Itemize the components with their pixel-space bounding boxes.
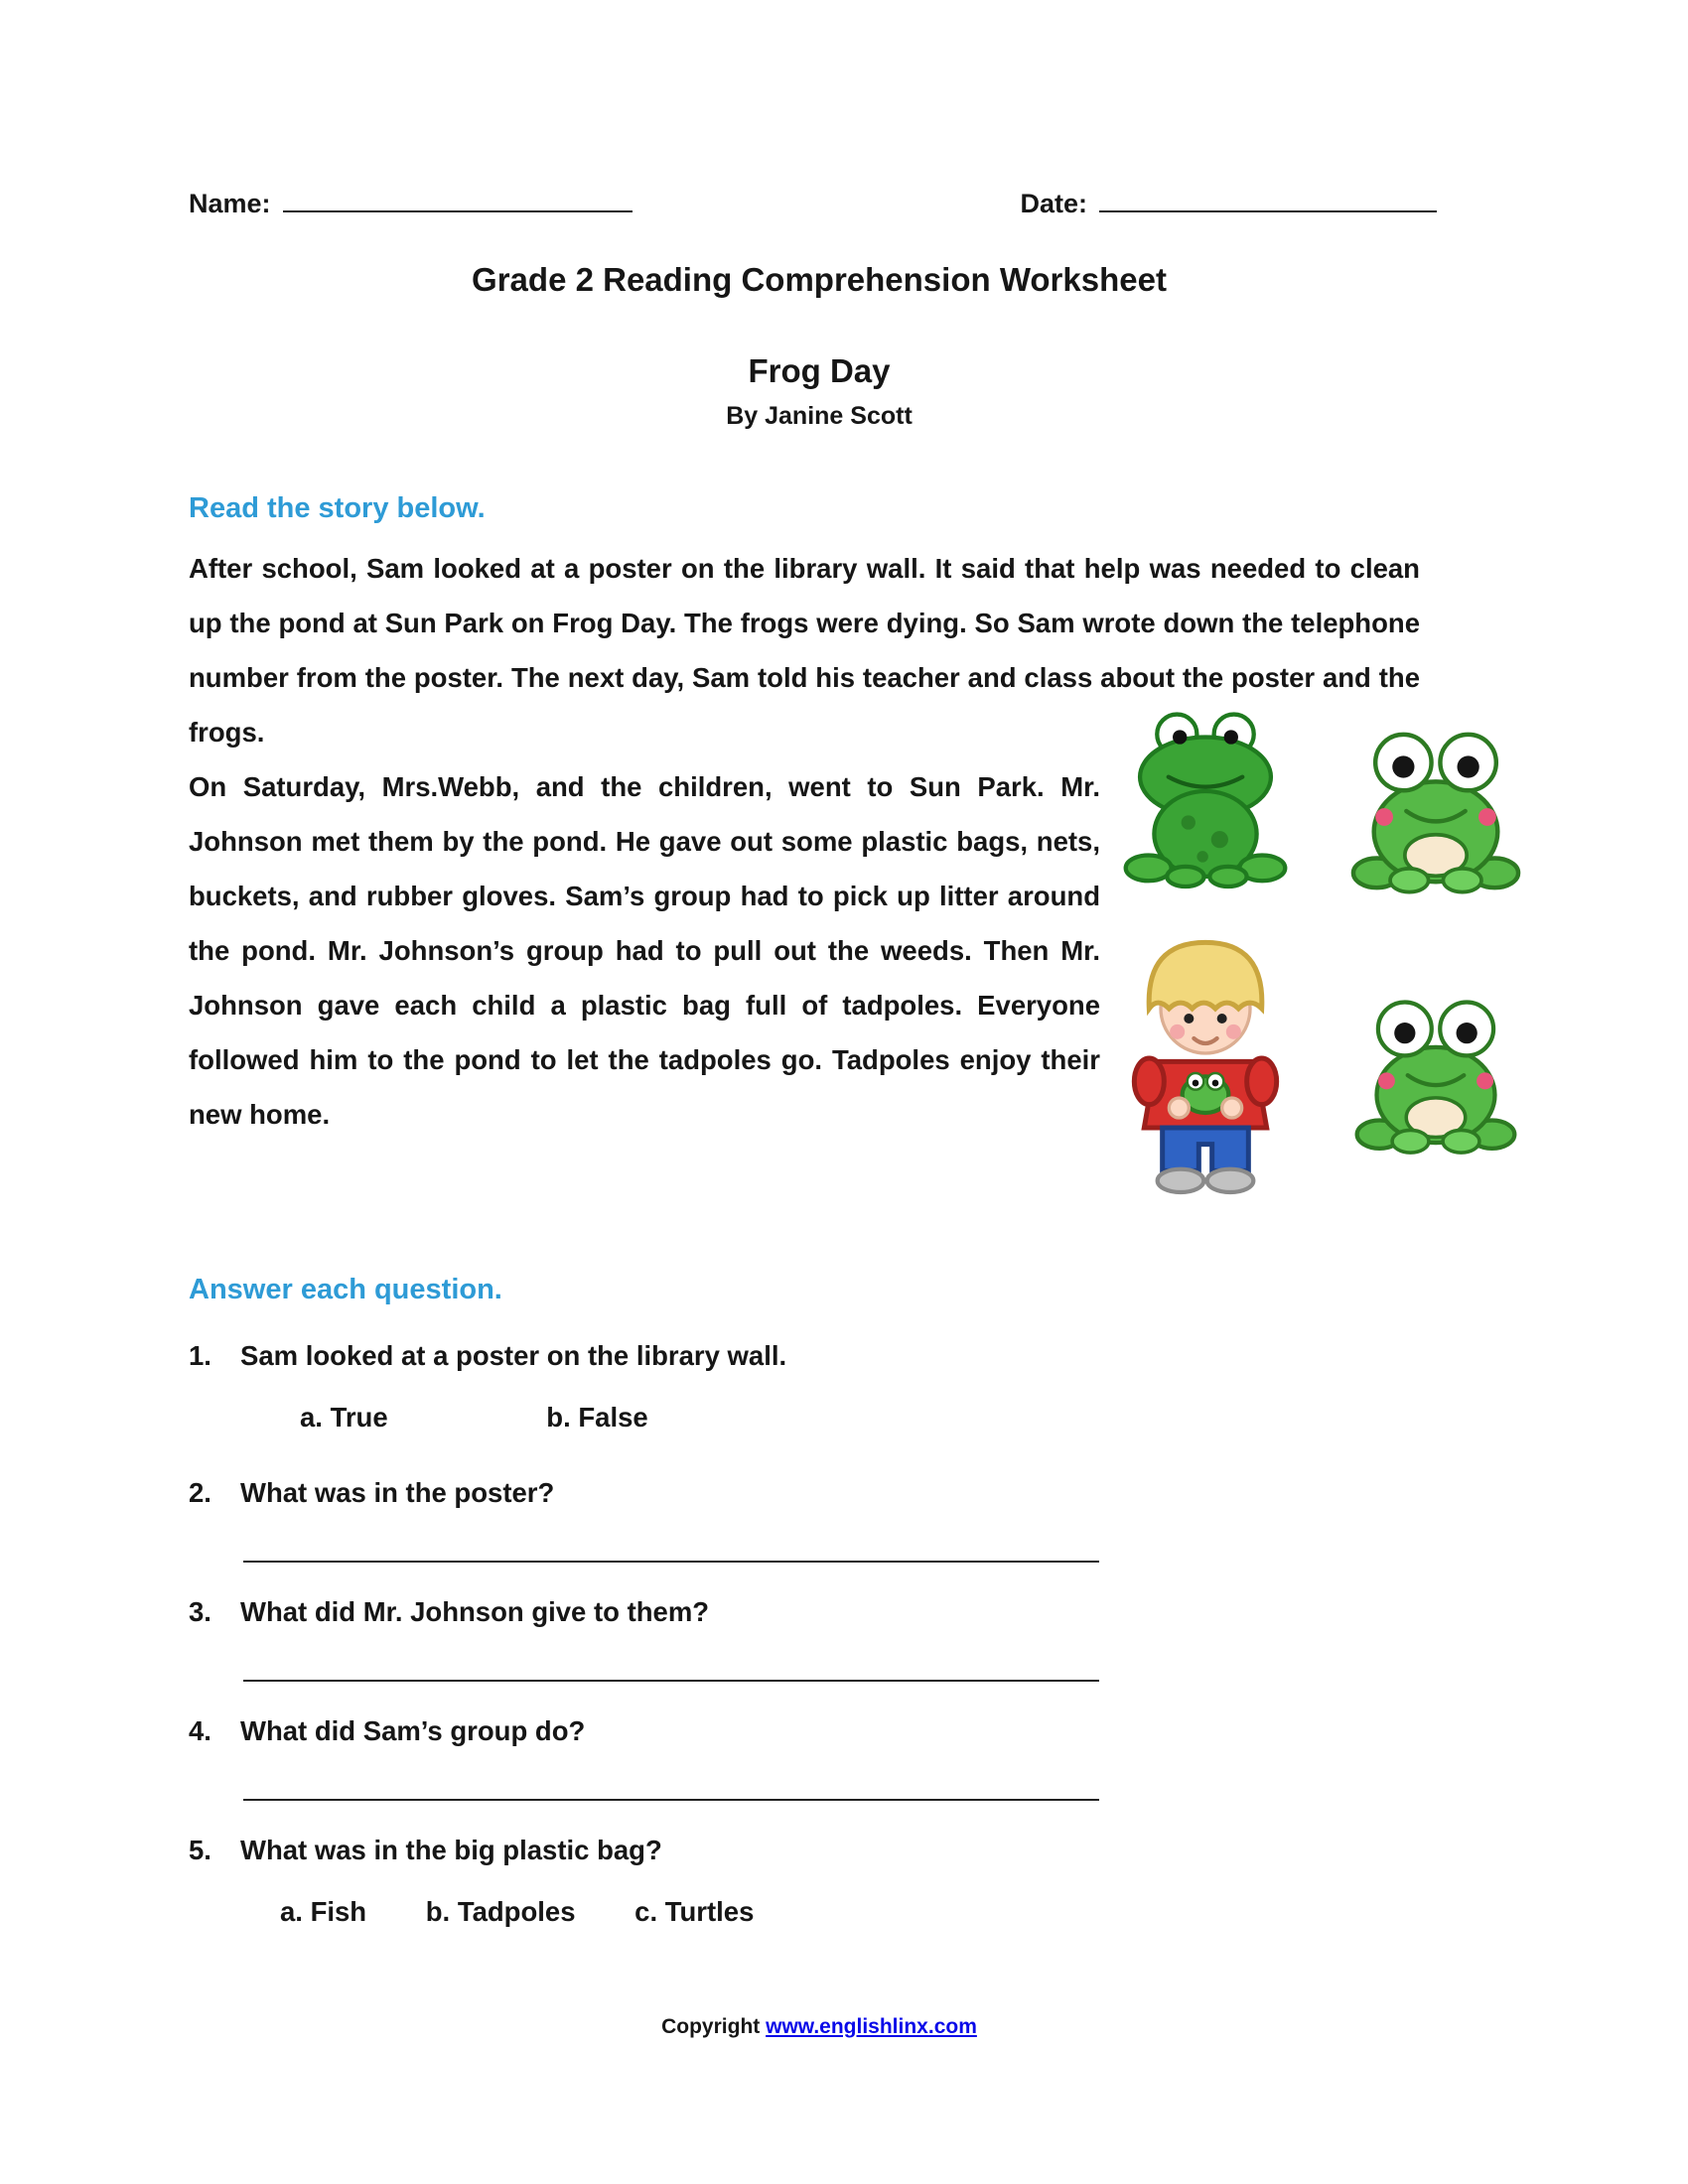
story-paragraph-1: After school, Sam looked at a poster on the library wall. It said that help was needed to clean up the pond at Sun Park on Frog Day. The frogs were dying. So Sam wrote down the telephone number from the poster. The next day, Sam told his teacher and class about the poster and the frogs. (189, 553, 1420, 748)
question-3-number: 3. (189, 1596, 211, 1627)
date-block (1020, 185, 1437, 219)
clipart-grid (1106, 708, 1539, 1210)
question-5-text: What was in the big plastic bag? (240, 1835, 662, 1865)
question-2 (189, 1467, 1539, 1519)
date-blank-line (1099, 185, 1437, 212)
copyright-label: Copyright (661, 2015, 767, 2038)
question-1-number: 1. (189, 1340, 211, 1371)
question-5-option-b: b. Tadpoles (425, 1896, 576, 1927)
name-label: Name: (189, 189, 271, 218)
boy-holding-frog-clipart (1106, 916, 1305, 1210)
question-1-text: Sam looked at a poster on the library wall. (240, 1340, 787, 1371)
story-title: Frog Day (748, 352, 891, 389)
question-5-number: 5. (189, 1835, 211, 1865)
question-4 (189, 1706, 1539, 1757)
read-story-heading: Read the story below. (189, 492, 486, 524)
question-1 (189, 1330, 1539, 1382)
question-2-text: What was in the poster? (240, 1477, 555, 1508)
question-5-option-c: c. Turtles (634, 1896, 755, 1927)
byline: By Janine Scott (726, 402, 913, 430)
question-3-text: What did Mr. Johnson give to them? (240, 1596, 710, 1627)
question-2-number: 2. (189, 1477, 211, 1508)
question-1-options (189, 1392, 1539, 1443)
cartoon-frog-2-clipart (1351, 916, 1520, 1200)
cartoon-frog-clipart (1347, 708, 1524, 904)
answer-questions-heading: Answer each question. (189, 1274, 502, 1305)
green-frog-clipart (1120, 708, 1291, 894)
question-1-option-a: a. True (300, 1402, 388, 1433)
question-5 (189, 1825, 1539, 1876)
question-5-options (189, 1886, 1539, 1938)
question-5-option-a: a. Fish (280, 1896, 367, 1927)
date-label: Date: (1020, 189, 1087, 218)
question-list (189, 1330, 1539, 1938)
question-2-answer-line (243, 1561, 1099, 1563)
question-3-answer-line (243, 1680, 1099, 1682)
story-paragraph-2: On Saturday, Mrs.Webb, and the children, went to Sun Park. Mr. Johnson met them by the pond. He gave out some plastic bags, nets, buckets, and rubber gloves. Sam’s group had to pick up litter around the pond. Mr. Johnson’s group had to pull out the weeds. Then Mr. Johnson gave each child a plastic bag full of tadpoles. Everyone followed him to the pond to let the tadpoles go. Tadpoles enjoy their new home. (189, 771, 1100, 1130)
name-blank-line (283, 185, 633, 212)
story-row (189, 759, 1539, 1210)
question-4-number: 4. (189, 1715, 211, 1746)
name-block (189, 185, 633, 219)
page-title: Grade 2 Reading Comprehension Worksheet (472, 261, 1167, 298)
question-4-answer-line (243, 1799, 1099, 1801)
englishlinx-link[interactable]: www.englishlinx.com (766, 2015, 977, 2038)
footer (189, 2015, 1450, 2039)
question-4-text: What did Sam’s group do? (240, 1715, 586, 1746)
name-date-row (189, 185, 1539, 219)
question-3 (189, 1586, 1539, 1638)
question-1-option-b: b. False (546, 1402, 648, 1433)
